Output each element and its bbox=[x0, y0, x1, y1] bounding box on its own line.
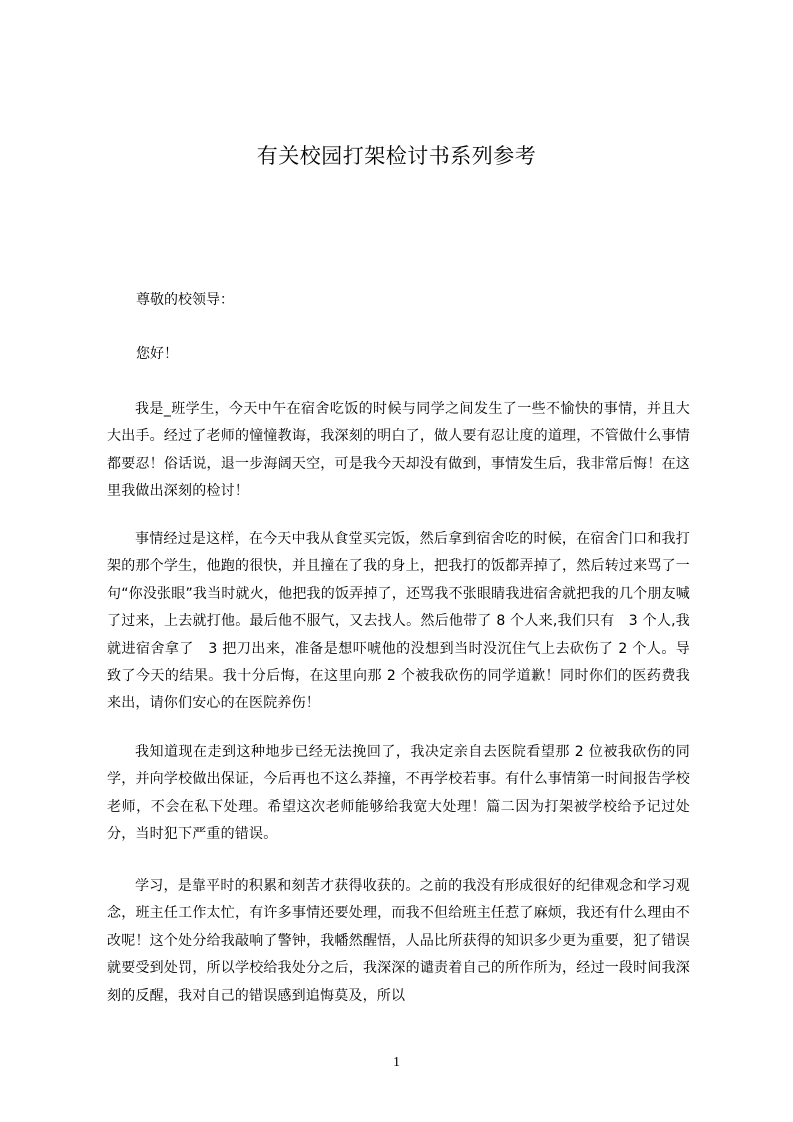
hello-line: 您好！ bbox=[136, 346, 178, 362]
document-title: 有关校园打架检讨书系列参考 bbox=[256, 144, 537, 168]
paragraph-3: 我知道现在走到这种地步已经无法挽回了，我决定亲自去医院看望那 2 位被我砍伤的同学，并向学校做出保证，今后再也不这么莽撞，不再学校若事。有什么事情第一时间报告学校老师，不会在私下处理。希望这次老师能够给我宽大处理！篇二因为打架被学校给予记过处分，当时犯下严重的错误。 bbox=[107, 744, 690, 843]
paragraph-1: 我是_班学生，今天中午在宿舍吃饭的时候与同学之间发生了一些不愉快的事情，并且大大出手。经过了老师的憧憧教诲，我深刻的明白了，做人要有忍让度的道理，不管做什么事情都要忍！俗话说，退一步海阔天空，可是我今天却没有做到，事情发生后，我非常后悔！在这里我做出深刻的检讨！ bbox=[107, 401, 690, 500]
greeting-line: 尊敬的校领导： bbox=[136, 292, 234, 308]
paragraph-2: 事情经过是这样，在今天中我从食堂买完饭，然后拿到宿舍吃的时候，在宿舍门口和我打架的那个学生，他跑的很快，并且撞在了我的身上，把我打的饭都弄掉了，然后转过来骂了一句“你没张眼”我当时就火，他把我的饭弄掉了，还骂我不张眼睛我进宿舍就把我的几个朋友喊了过来，上去就打他。最后他不服气，又去找人。然后他带了 8 个人来,我们只有 3 个人,我就进宿舍拿了 3 把刀出来，准备是想吓唬他的没想到当时没沉住气上去砍伤了 2 个人。导致了今天的结果。我十分后悔，在这里向那 2 个被我砍伤的同学道歉！同时你们的医药费我来出，请你们安心的在医院养伤！ bbox=[107, 531, 690, 712]
paragraph-4: 学习，是靠平时的积累和刻苦才获得收获的。之前的我没有形成很好的纪律观念和学习观念，班主任工作太忙，有许多事情还要处理，而我不但给班主任惹了麻烦，我还有什么理由不改呢！这个处分给我敲响了警钟，我幡然醒悟，人品比所获得的知识多少更为重要，犯了错误就要受到处罚，所以学校给我处分之后，我深深的谴责着自己的所作所为，经过一段时间我深刻的反醒，我对自己的错误感到追悔莫及，所以 bbox=[107, 878, 690, 1004]
page-number: 1 bbox=[393, 1055, 400, 1070]
